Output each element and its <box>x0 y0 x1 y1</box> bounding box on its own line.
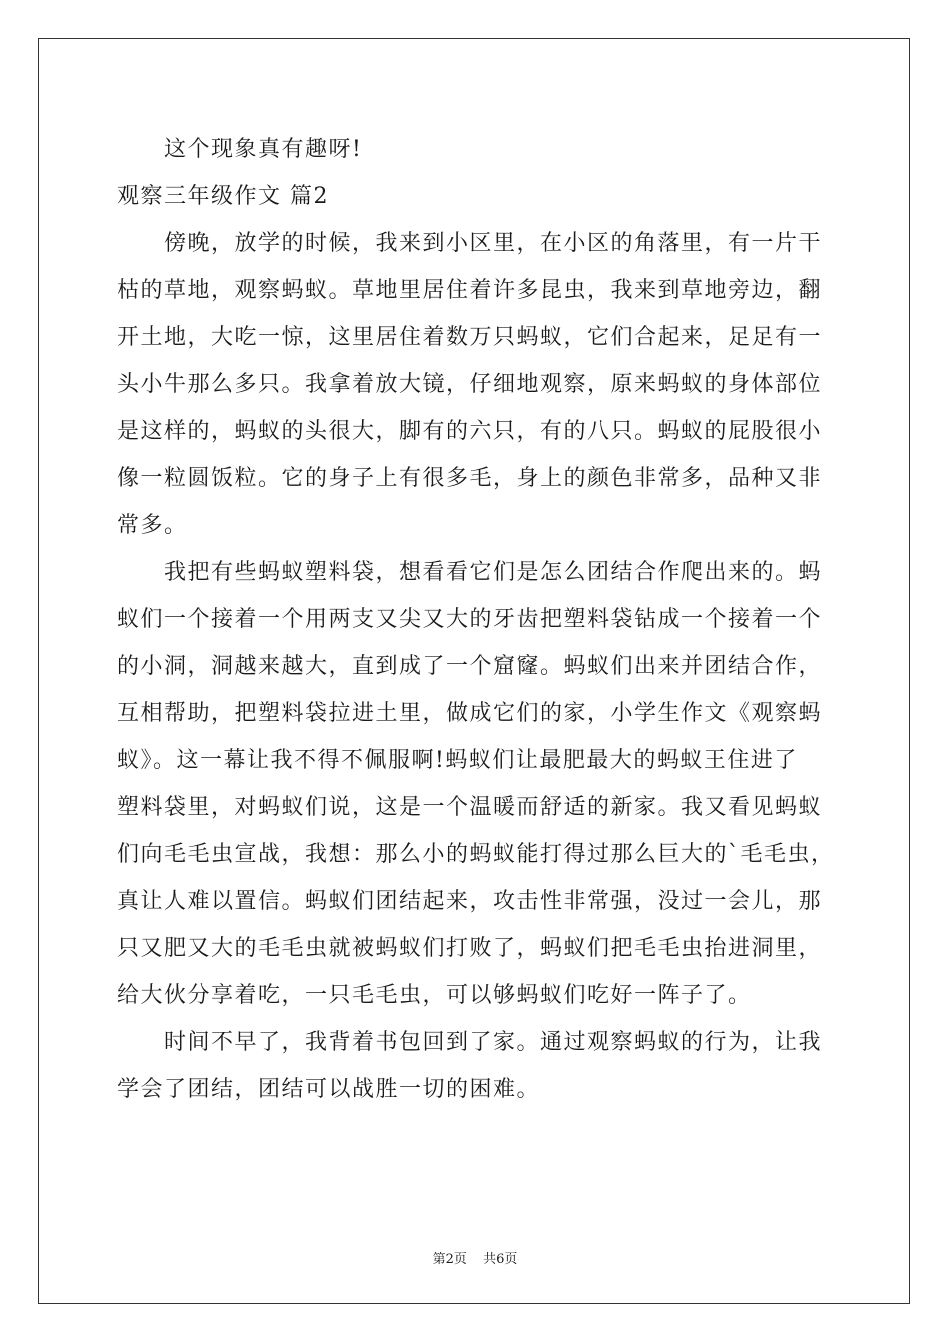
total-pages-label: 共6页 <box>483 1252 518 1267</box>
text-line: 时间不早了，我背着书包回到了家。通过观察蚂蚁的行为，让我 <box>164 1030 823 1055</box>
current-page-label: 第2页 <box>432 1252 467 1267</box>
text-line: 我把有些蚂蚁塑料袋，想看看它们是怎么团结合作爬出来的。蚂 <box>164 560 823 585</box>
text-line: 傍晚，放学的时候，我来到小区里，在小区的角落里，有一片干 <box>164 231 823 256</box>
text-line: 常多。 <box>117 513 188 538</box>
text-line: 真让人难以置信。蚂蚁们团结起来，攻击性非常强，没过一会儿，那 <box>117 889 823 914</box>
text-line: 互相帮助，把塑料袋拉进土里，做成它们的家，小学生作文《观察蚂 <box>117 701 823 726</box>
text-line: 观察三年级作文 篇2 <box>117 184 329 209</box>
text-line: 蚁们一个接着一个用两支又尖又大的牙齿把塑料袋钻成一个接着一个 <box>117 607 823 632</box>
text-line: 开土地，大吃一惊，这里居住着数万只蚂蚁，它们合起来，足足有一 <box>117 325 823 350</box>
document-body <box>117 126 837 1113</box>
page-footer <box>0 1248 950 1267</box>
text-line: 蚁》。这一幕让我不得不佩服啊!蚂蚁们让最肥最大的蚂蚁王住进了 <box>117 748 798 773</box>
text-line: 给大伙分享着吃，一只毛毛虫，可以够蚂蚁们吃好一阵子了。 <box>117 983 752 1008</box>
text-line: 枯的草地，观察蚂蚁。草地里居住着许多昆虫，我来到草地旁边，翻 <box>117 278 823 303</box>
text-line: 只又肥又大的毛毛虫就被蚂蚁们打败了，蚂蚁们把毛毛虫抬进洞里， <box>117 936 823 961</box>
text-line: 塑料袋里，对蚂蚁们说，这是一个温暖而舒适的新家。我又看见蚂蚁 <box>117 795 823 820</box>
text-line: 学会了团结，团结可以战胜一切的困难。 <box>117 1077 541 1102</box>
text-line: 像一粒圆饭粒。它的身子上有很多毛，身上的颜色非常多，品种又非 <box>117 466 823 491</box>
text-line: 们向毛毛虫宣战，我想：那么小的蚂蚁能打得过那么巨大的`毛毛虫， <box>117 842 835 867</box>
text-line: 是这样的，蚂蚁的头很大，脚有的六只，有的八只。蚂蚁的屁股很小 <box>117 419 823 444</box>
text-line: 头小牛那么多只。我拿着放大镜，仔细地观察，原来蚂蚁的身体部位 <box>117 372 823 397</box>
text-line: 的小洞，洞越来越大，直到成了一个窟窿。蚂蚁们出来并团结合作， <box>117 654 823 679</box>
text-line: 这个现象真有趣呀! <box>164 137 363 162</box>
